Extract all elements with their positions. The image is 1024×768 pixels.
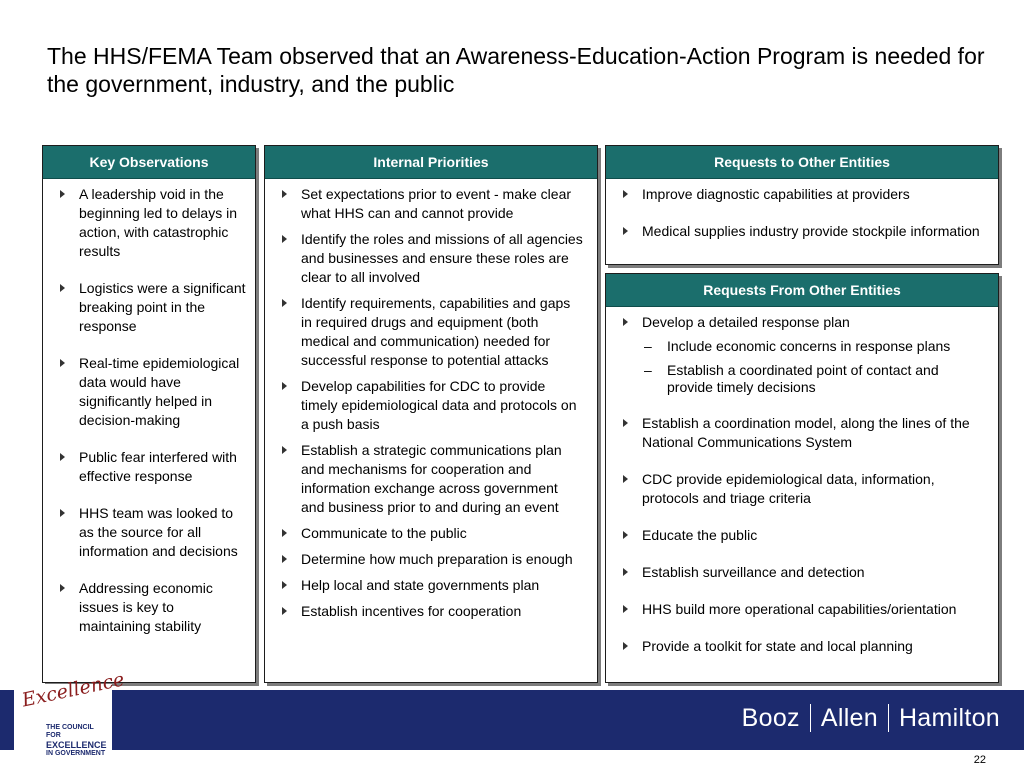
list-item: Help local and state governments plan — [279, 576, 585, 595]
bullet-arrow-icon — [60, 190, 65, 198]
internal-priorities-list — [279, 185, 585, 621]
list-item: Establish incentives for cooperation — [279, 602, 585, 621]
bullet-arrow-icon — [282, 190, 287, 198]
brand-divider — [888, 704, 889, 732]
sub-list — [642, 338, 988, 396]
bullet-arrow-icon — [282, 581, 287, 589]
bullet-arrow-icon — [60, 359, 65, 367]
list-item: Provide a toolkit for state and local planning — [620, 637, 988, 656]
list-item: Addressing economic issues is key to maintaining stability — [57, 579, 247, 636]
bullet-arrow-icon — [60, 584, 65, 592]
list-item: Establish a strategic communications plan and mechanisms for cooperation and information exchange across government and business prior to and during an event — [279, 441, 585, 517]
bullet-arrow-icon — [60, 284, 65, 292]
requests-from-header: Requests From Other Entities — [606, 274, 998, 307]
list-item: Establish surveillance and detection — [620, 563, 988, 582]
key-observations-list — [57, 185, 247, 636]
bullet-arrow-icon — [623, 605, 628, 613]
bullet-arrow-icon — [623, 642, 628, 650]
council-logo-text: THE COUNCIL FOR EXCELLENCE IN GOVERNMENT — [46, 724, 107, 757]
bullet-arrow-icon — [623, 318, 628, 326]
bullet-arrow-icon — [623, 419, 628, 427]
bullet-arrow-icon — [623, 227, 628, 235]
bullet-arrow-icon — [282, 235, 287, 243]
bullet-arrow-icon — [282, 555, 287, 563]
bullet-arrow-icon — [623, 531, 628, 539]
list-item: Set expectations prior to event - make clear what HHS can and cannot provide — [279, 185, 585, 223]
requests-to-other-entities-panel — [605, 145, 999, 265]
list-item: Develop a detailed response plan – Include economic concerns in response plans – Establish a coordinated point of contact and provide timely decisions — [620, 313, 988, 396]
slide-title: The HHS/FEMA Team observed that an Awareness-Education-Action Program is needed for the government, industry, and the public — [47, 43, 985, 97]
requests-from-other-entities-panel — [605, 273, 999, 683]
list-item: Identify the roles and missions of all agencies and businesses and ensure these roles are clear to all involved — [279, 230, 585, 287]
list-item: Public fear interfered with effective response — [57, 448, 247, 486]
key-observations-panel — [42, 145, 256, 683]
requests-to-header: Requests to Other Entities — [606, 146, 998, 179]
list-item: Communicate to the public — [279, 524, 585, 543]
list-item: Logistics were a significant breaking point in the response — [57, 279, 247, 336]
list-item: Medical supplies industry provide stockpile information — [620, 222, 988, 241]
sub-list-item: – Establish a coordinated point of contact and provide timely decisions — [644, 362, 939, 395]
bullet-arrow-icon — [623, 568, 628, 576]
requests-to-list — [620, 185, 988, 241]
bullet-arrow-icon — [60, 453, 65, 461]
bullet-arrow-icon — [282, 382, 287, 390]
bullet-arrow-icon — [282, 529, 287, 537]
list-item: Real-time epidemiological data would have significantly helped in decision-making — [57, 354, 247, 430]
list-item: Develop capabilities for CDC to provide timely epidemiological data and protocols on a push basis — [279, 377, 585, 434]
list-item: Educate the public — [620, 526, 988, 545]
list-item: Establish a coordination model, along the lines of the National Communications System — [620, 414, 988, 452]
bullet-arrow-icon — [282, 299, 287, 307]
list-item: HHS build more operational capabilities/orientation — [620, 600, 988, 619]
internal-priorities-panel — [264, 145, 598, 683]
excellence-logo-script: Excellence — [20, 668, 127, 712]
list-item: HHS team was looked to as the source for all information and decisions — [57, 504, 247, 561]
list-item: Improve diagnostic capabilities at providers — [620, 185, 988, 204]
booz-allen-hamilton-logo: Booz Allen Hamilton — [741, 704, 1000, 732]
internal-priorities-header: Internal Priorities — [265, 146, 597, 179]
list-item: CDC provide epidemiological data, information, protocols and triage criteria — [620, 470, 988, 508]
requests-from-list — [620, 313, 988, 656]
bullet-arrow-icon — [623, 475, 628, 483]
brand-divider — [810, 704, 811, 732]
dash-icon: – — [644, 338, 652, 354]
list-item: Identify requirements, capabilities and gaps in required drugs and equipment (both medical and communication) needed for successful response to potential attacks — [279, 294, 585, 370]
bullet-arrow-icon — [623, 190, 628, 198]
sub-list-item: – Include economic concerns in response plans — [644, 338, 951, 354]
bullet-arrow-icon — [60, 509, 65, 517]
dash-icon: – — [644, 362, 652, 378]
list-item: Determine how much preparation is enough — [279, 550, 585, 569]
list-item: A leadership void in the beginning led to delays in action, with catastrophic results — [57, 185, 247, 261]
bullet-arrow-icon — [282, 607, 287, 615]
page-number: 22 — [973, 754, 986, 766]
key-observations-header: Key Observations — [43, 146, 255, 179]
bullet-arrow-icon — [282, 446, 287, 454]
